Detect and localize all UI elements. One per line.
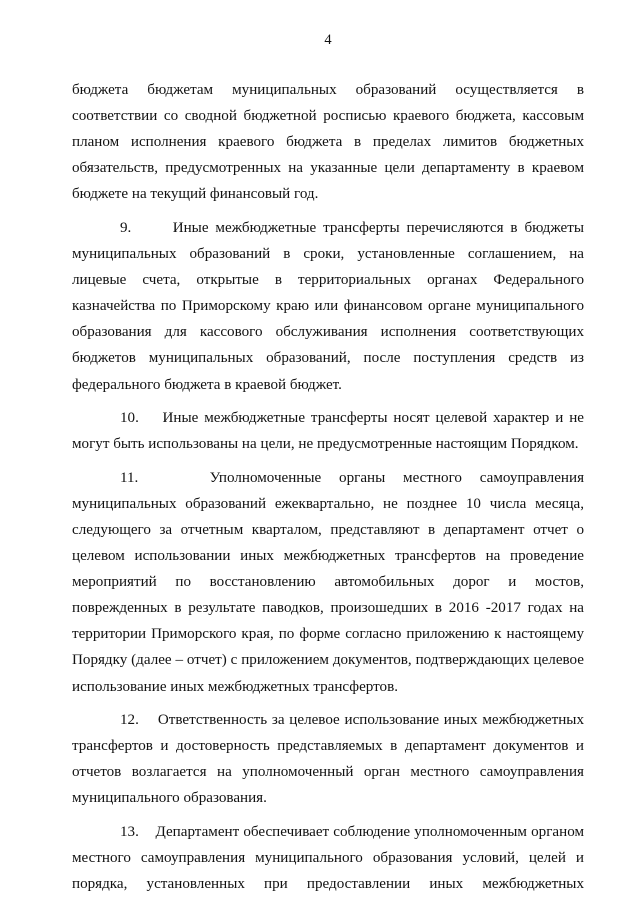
paragraph-number: 9. bbox=[120, 219, 132, 236]
paragraph-13 bbox=[72, 819, 584, 897]
paragraph-continuation bbox=[72, 77, 584, 207]
paragraph-text: Департамент обеспечивает соблюдение уполномоченным органом местного самоуправления муниципального образования условий, целей и порядка, установленных при предоставлении иных межбюджетных bbox=[72, 824, 585, 893]
paragraph-9 bbox=[72, 215, 584, 398]
paragraph-number: 11. bbox=[120, 469, 139, 486]
paragraph-text: бюджета бюджетам муниципальных образований осуществляется в соответствии со сводной бюджетной росписью краевого бюджета, кассовым планом исполнения краевого бюджета в пределах лимитов бюджетных обязательств, предусмотренных на указанные цели департаменту в краевом бюджете на текущий финансовый год. bbox=[72, 82, 584, 203]
paragraph-10 bbox=[72, 405, 584, 457]
paragraph-text: Уполномоченные органы местного самоуправления муниципальных образований ежеквартально, не позднее 10 числа месяца, следующего за отчетным кварталом, представляют в департамент отчет о целевом использовании иных межбюджетных трансфертов на проведение мероприятий по восстановлению автомобильных дорог и мостов, поврежденных в результате паводков, произошедших в 2016 -2017 годах на территории Приморского края, по форме согласно приложению к настоящему Порядку (далее – отчет) с приложением документов, подтверждающих целевое использование иных межбюджетных трансфертов. bbox=[72, 469, 585, 695]
paragraph-number: 10. bbox=[120, 410, 139, 427]
paragraph-text: Ответственность за целевое использование иных межбюджетных трансфертов и достоверность представляемых в департамент документов и отчетов возлагается на уполномоченный орган местного самоуправления муниципального образования. bbox=[72, 712, 584, 807]
paragraph-number: 12. bbox=[120, 712, 139, 729]
paragraph-12 bbox=[72, 707, 584, 811]
page-number: 4 bbox=[324, 32, 332, 48]
paragraph-number: 13. bbox=[120, 824, 139, 841]
paragraph-text: Иные межбюджетные трансферты носят целевой характер и не могут быть использованы на цели, не предусмотренные настоящим Порядком. bbox=[72, 410, 584, 453]
paragraph-11 bbox=[72, 465, 584, 700]
paragraph-text: Иные межбюджетные трансферты перечисляются в бюджеты муниципальных образований в сроки, установленные соглашением, на лицевые счета, открытые в территориальных органах Федерального казначейства по Приморскому краю или финансовом органе муниципального образования для кассового обслуживания исполнения соответствующих бюджетов муниципальных образований, после поступления средств из федерального бюджета в краевой бюджет. bbox=[72, 219, 584, 393]
